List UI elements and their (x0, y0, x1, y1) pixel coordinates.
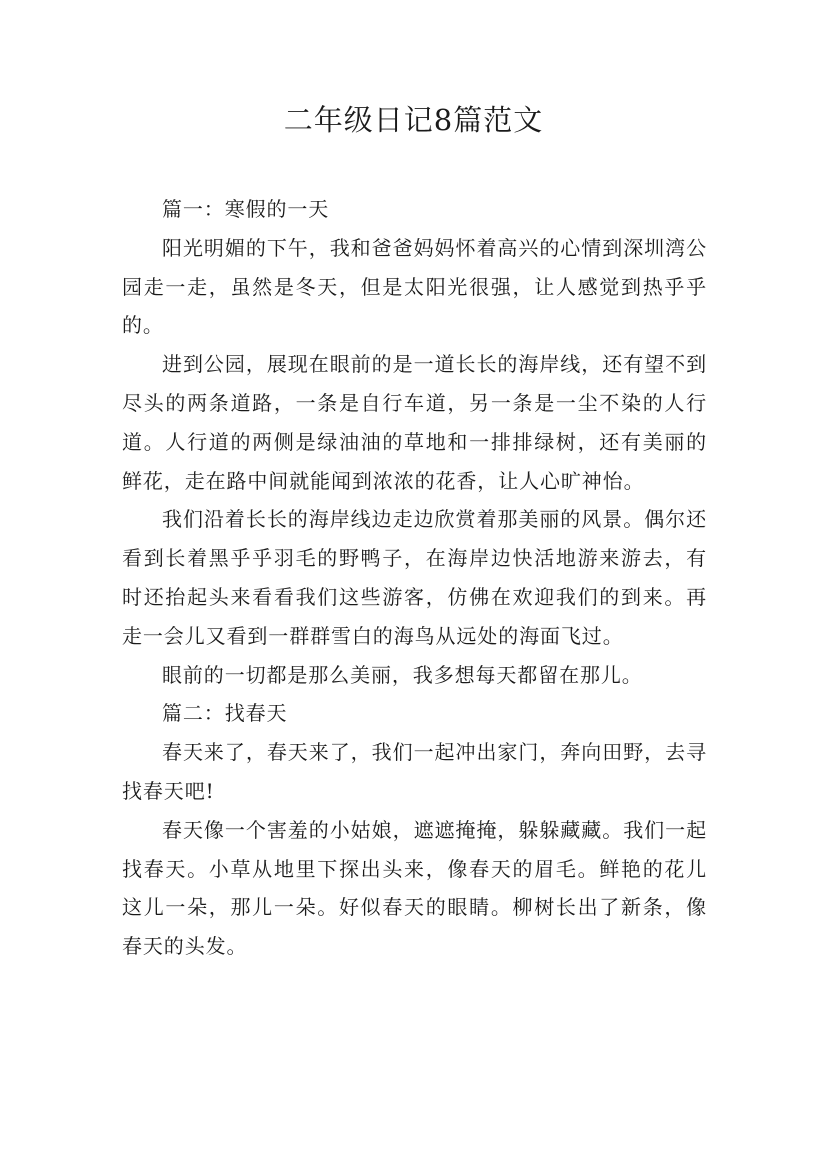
paragraph: 眼前的一切都是那么美丽，我多想每天都留在那儿。 (162, 662, 643, 687)
section-heading: 篇二：找春天 (162, 701, 288, 726)
document-body (122, 190, 707, 966)
paragraph: 春天像一个害羞的小姑娘，遮遮掩掩，躲躲藏藏。我们一起找春天。小草从地里下探出头来，像春天的眉毛。鲜艳的花儿这儿一朵，那儿一朵。好似春天的眼睛。柳树长出了新条，像春天的头发。 (122, 817, 707, 959)
document-title: 二年级日记8篇范文 (283, 103, 544, 137)
paragraph: 春天来了，春天来了，我们一起冲出家门，奔向田野，去寻找春天吧! (122, 740, 707, 803)
paragraph: 我们沿着长长的海岸线边走边欣赏着那美丽的风景。偶尔还看到长着黑乎乎羽毛的野鸭子，在海岸边快活地游来游去，有时还抬起头来看看我们这些游客，仿佛在欢迎我们的到来。再走一会儿又看到一群群雪白的海鸟从远处的海面飞过。 (122, 507, 707, 648)
section-heading: 篇一：寒假的一天 (162, 197, 330, 221)
paragraph: 进到公园，展现在眼前的是一道长长的海岸线，还有望不到尽头的两条道路，一条是自行车道，另一条是一尘不染的人行道。人行道的两侧是绿油油的草地和一排排绿树，还有美丽的鲜花，走在路中间就能闻到浓浓的花香，让人心旷神怡。 (122, 352, 707, 493)
paragraph: 阳光明媚的下午，我和爸爸妈妈怀着高兴的心情到深圳湾公园走一走，虽然是冬天，但是太阳光很强，让人感觉到热乎乎的。 (122, 235, 707, 338)
